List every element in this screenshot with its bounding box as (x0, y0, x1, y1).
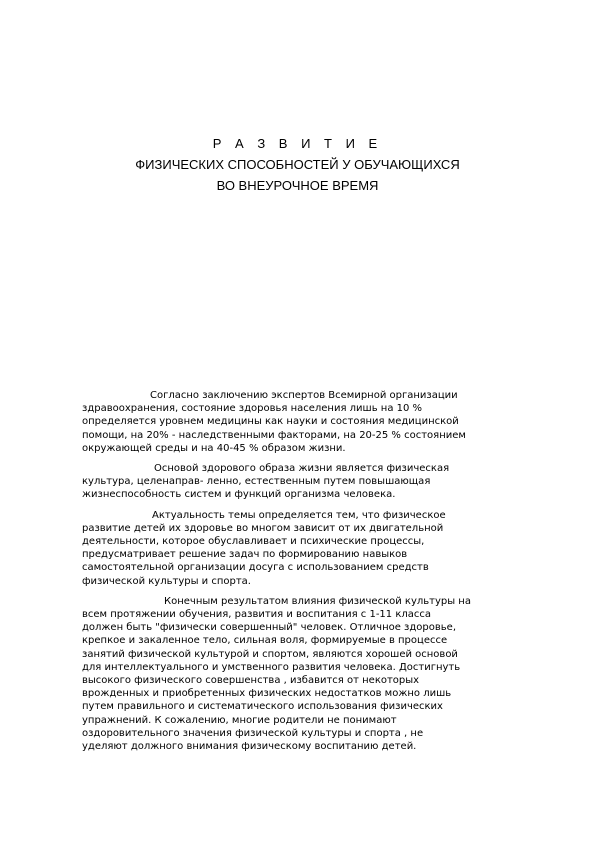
text-line: Конечным результатом влияния физической культуры на (164, 595, 471, 607)
text-line: должен быть "физически совершенный" человек. Отличное здоровье, (82, 622, 456, 634)
paragraph-3 (82, 509, 552, 588)
document-body (82, 389, 552, 760)
text-line: всем протяжении обучения, развития и воспитания с 1-11 класса (82, 609, 432, 621)
text-line: определяется уровнем медицины как науки и состояния медицинской (82, 416, 459, 428)
document-title (0, 133, 595, 196)
text-line: высокого физического совершенства , избавится от некоторых (82, 675, 420, 687)
text-line: окружающей среды и на 40-45 % образом жизни. (82, 442, 346, 454)
text-line: упражнений. К сожалению, многие родители не понимают (82, 714, 397, 726)
title-line-1: Р А З В И Т И Е (212, 136, 383, 151)
text-line: Согласно заключению экспертов Всемирной организации (150, 390, 458, 401)
title-line-2: ФИЗИЧЕСКИХ СПОСОБНОСТЕЙ У ОБУЧАЮЩИХСЯ (135, 157, 460, 172)
paragraph-2 (82, 462, 552, 502)
text-line: деятельности, которое обуславливает и психические процессы, (82, 536, 425, 548)
text-line: физической культуры и спорта. (82, 575, 251, 587)
text-line: культура, целенаправ- ленно, естественным путем повышающая (82, 476, 431, 488)
text-line: жизнеспособность систем и функций организма человека. (82, 489, 396, 501)
text-line: здравоохранения, состояние здоровья населения лишь на 10 % (82, 403, 423, 415)
text-line: врожденных и приобретенных физических недостатков можно лишь (82, 688, 452, 700)
text-line: путем правильного и систематического использования физических (82, 701, 443, 713)
text-line: Основой здорового образа жизни является физическая (154, 463, 450, 475)
text-line: предусматривает решение задач по формированию навыков (82, 549, 408, 561)
paragraph-1 (82, 389, 552, 455)
text-line: крепкое и закаленное тело, сильная воля, формируемые в процессе (82, 635, 448, 647)
text-line: Актуальность темы определяется тем, что физическое (152, 509, 446, 521)
text-line: для интеллектуального и умственного развития человека. Достигнуть (82, 661, 461, 673)
paragraph-4 (82, 595, 552, 753)
text-line: оздоровительного значения физической культуры и спорта , не (82, 727, 424, 739)
text-line: помощи, на 20% - наследственными факторами, на 20-25 % состоянием (82, 429, 466, 441)
title-line-3: ВО ВНЕУРОЧНОЕ ВРЕМЯ (216, 178, 379, 193)
text-line: развитие детей их здоровье во многом зависит от их двигательной (82, 522, 444, 534)
text-line: уделяют должного внимания физическому воспитанию детей. (82, 741, 417, 753)
text-line: занятий физической культурой и спортом, являются хорошей основой (82, 648, 458, 660)
text-line: самостоятельной организации досуга с использованием средств (82, 562, 429, 574)
